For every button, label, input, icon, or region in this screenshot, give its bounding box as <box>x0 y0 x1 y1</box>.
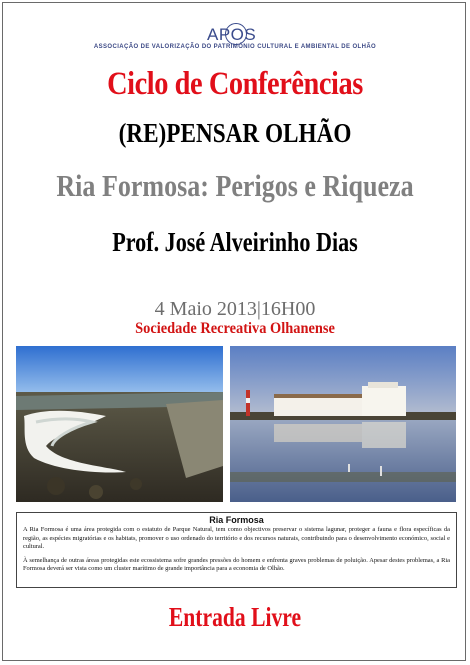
tide-mill-photo <box>230 346 456 502</box>
apos-logo <box>205 22 265 46</box>
lagoon-shore-photo <box>16 346 223 502</box>
poster-title: Ciclo de Conferências <box>107 66 363 102</box>
lagoon-shore-image <box>16 346 223 502</box>
speaker-name: Prof. José Alveirinho Dias <box>112 227 358 257</box>
logo-text: APOS <box>207 25 257 44</box>
info-box-heading: Ria Formosa <box>209 515 264 525</box>
tide-mill-image <box>230 346 456 502</box>
info-paragraph-2: À semelhança de outras áreas protegidas este ecossistema sofre grandes pressões do homem e enfrenta graves problemas de poluição. Apesar destes problemas, a Ria Formosa deverá ser vista como um cluster marítimo de grande importância para a economia de Olhão. <box>23 556 450 573</box>
free-entry-label: Entrada Livre <box>168 602 302 632</box>
conference-theme: Ria Formosa: Perigos e Riqueza <box>56 168 414 203</box>
info-box <box>16 512 457 588</box>
association-name: ASSOCIAÇÃO DE VALORIZAÇÃO DO PATRIMÓNIO CULTURAL E AMBIENTAL DE OLHÃO <box>93 44 377 50</box>
poster-subtitle: (RE)PENSAR OLHÃO <box>118 118 352 148</box>
venue-name: Sociedade Recreativa Olhanense <box>135 320 335 337</box>
info-paragraph-1: A Ria Formosa é uma área protegida com o estatuto de Parque Natural, tem como objectivos preservar o sistema lagunar, proteger a fauna e flora específicas da região, as espécies migratórias e os habitats, promover o uso ordenado do território e dos recursos naturais, contribuindo para o desenvolvimento económico, social e cultural. <box>23 526 450 551</box>
date-time: 4 Maio 2013|16H00 <box>154 298 316 320</box>
